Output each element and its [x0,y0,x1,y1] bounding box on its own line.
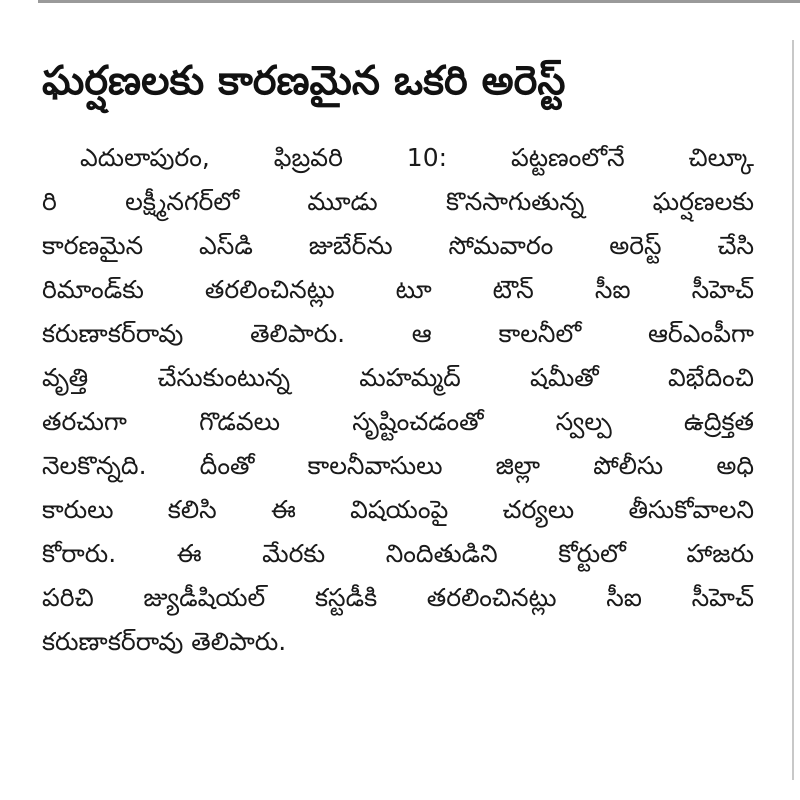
news-article [42,48,754,664]
article-line: రిమాండ్‌కు తరలించినట్లు టూ టౌన్ సీఐ సీహెచ్ [42,275,754,304]
article-line: కారణమైన ఎస్‌డి జుబేర్‌ను సోమవారం అరెస్ట్ చేసి [42,231,754,260]
article-line: ఎదులాపురం, ఫిబ్రవరి 10: పట్టణంలోనే చిల్కూ [80,143,754,172]
article-line: కోరారు. ఈ మేరకు నిందితుడిని కోర్టులో హాజరు [42,539,754,568]
article-line: వృత్తి చేసుకుంటున్న మహమ్మద్ షమీతో విభేదించి [42,363,754,392]
article-line: నెలకొన్నది. దీంతో కాలనీవాసులు జిల్లా పోలీసు అధి [42,451,754,480]
article-body [42,136,754,664]
article-line: తరచుగా గొడవలు సృష్టించడంతో స్వల్ప ఉద్రిక్తత [42,407,754,436]
article-line: కరుణాకర్‌రావు తెలిపారు. ఆ కాలనీలో ఆర్‌ఎంపీగా [42,319,754,348]
top-rule [38,0,800,3]
article-line: రి లక్ష్మీనగర్‌లో మూడు కొనసాగుతున్న ఘర్షణలకు [42,187,754,216]
column-divider [792,40,794,780]
article-headline: ఘర్షణలకు కారణమైన ఒకరి అరెస్ట్ [42,58,566,104]
article-line: పరిచి జ్యుడీషియల్ కస్టడీకి తరలించినట్లు సీఐ సీహెచ్ [42,583,754,612]
article-line: కరుణాకర్‌రావు తెలిపారు. [42,627,287,656]
article-line: కారులు కలిసి ఈ విషయంపై చర్యలు తీసుకోవాలని [42,495,754,524]
